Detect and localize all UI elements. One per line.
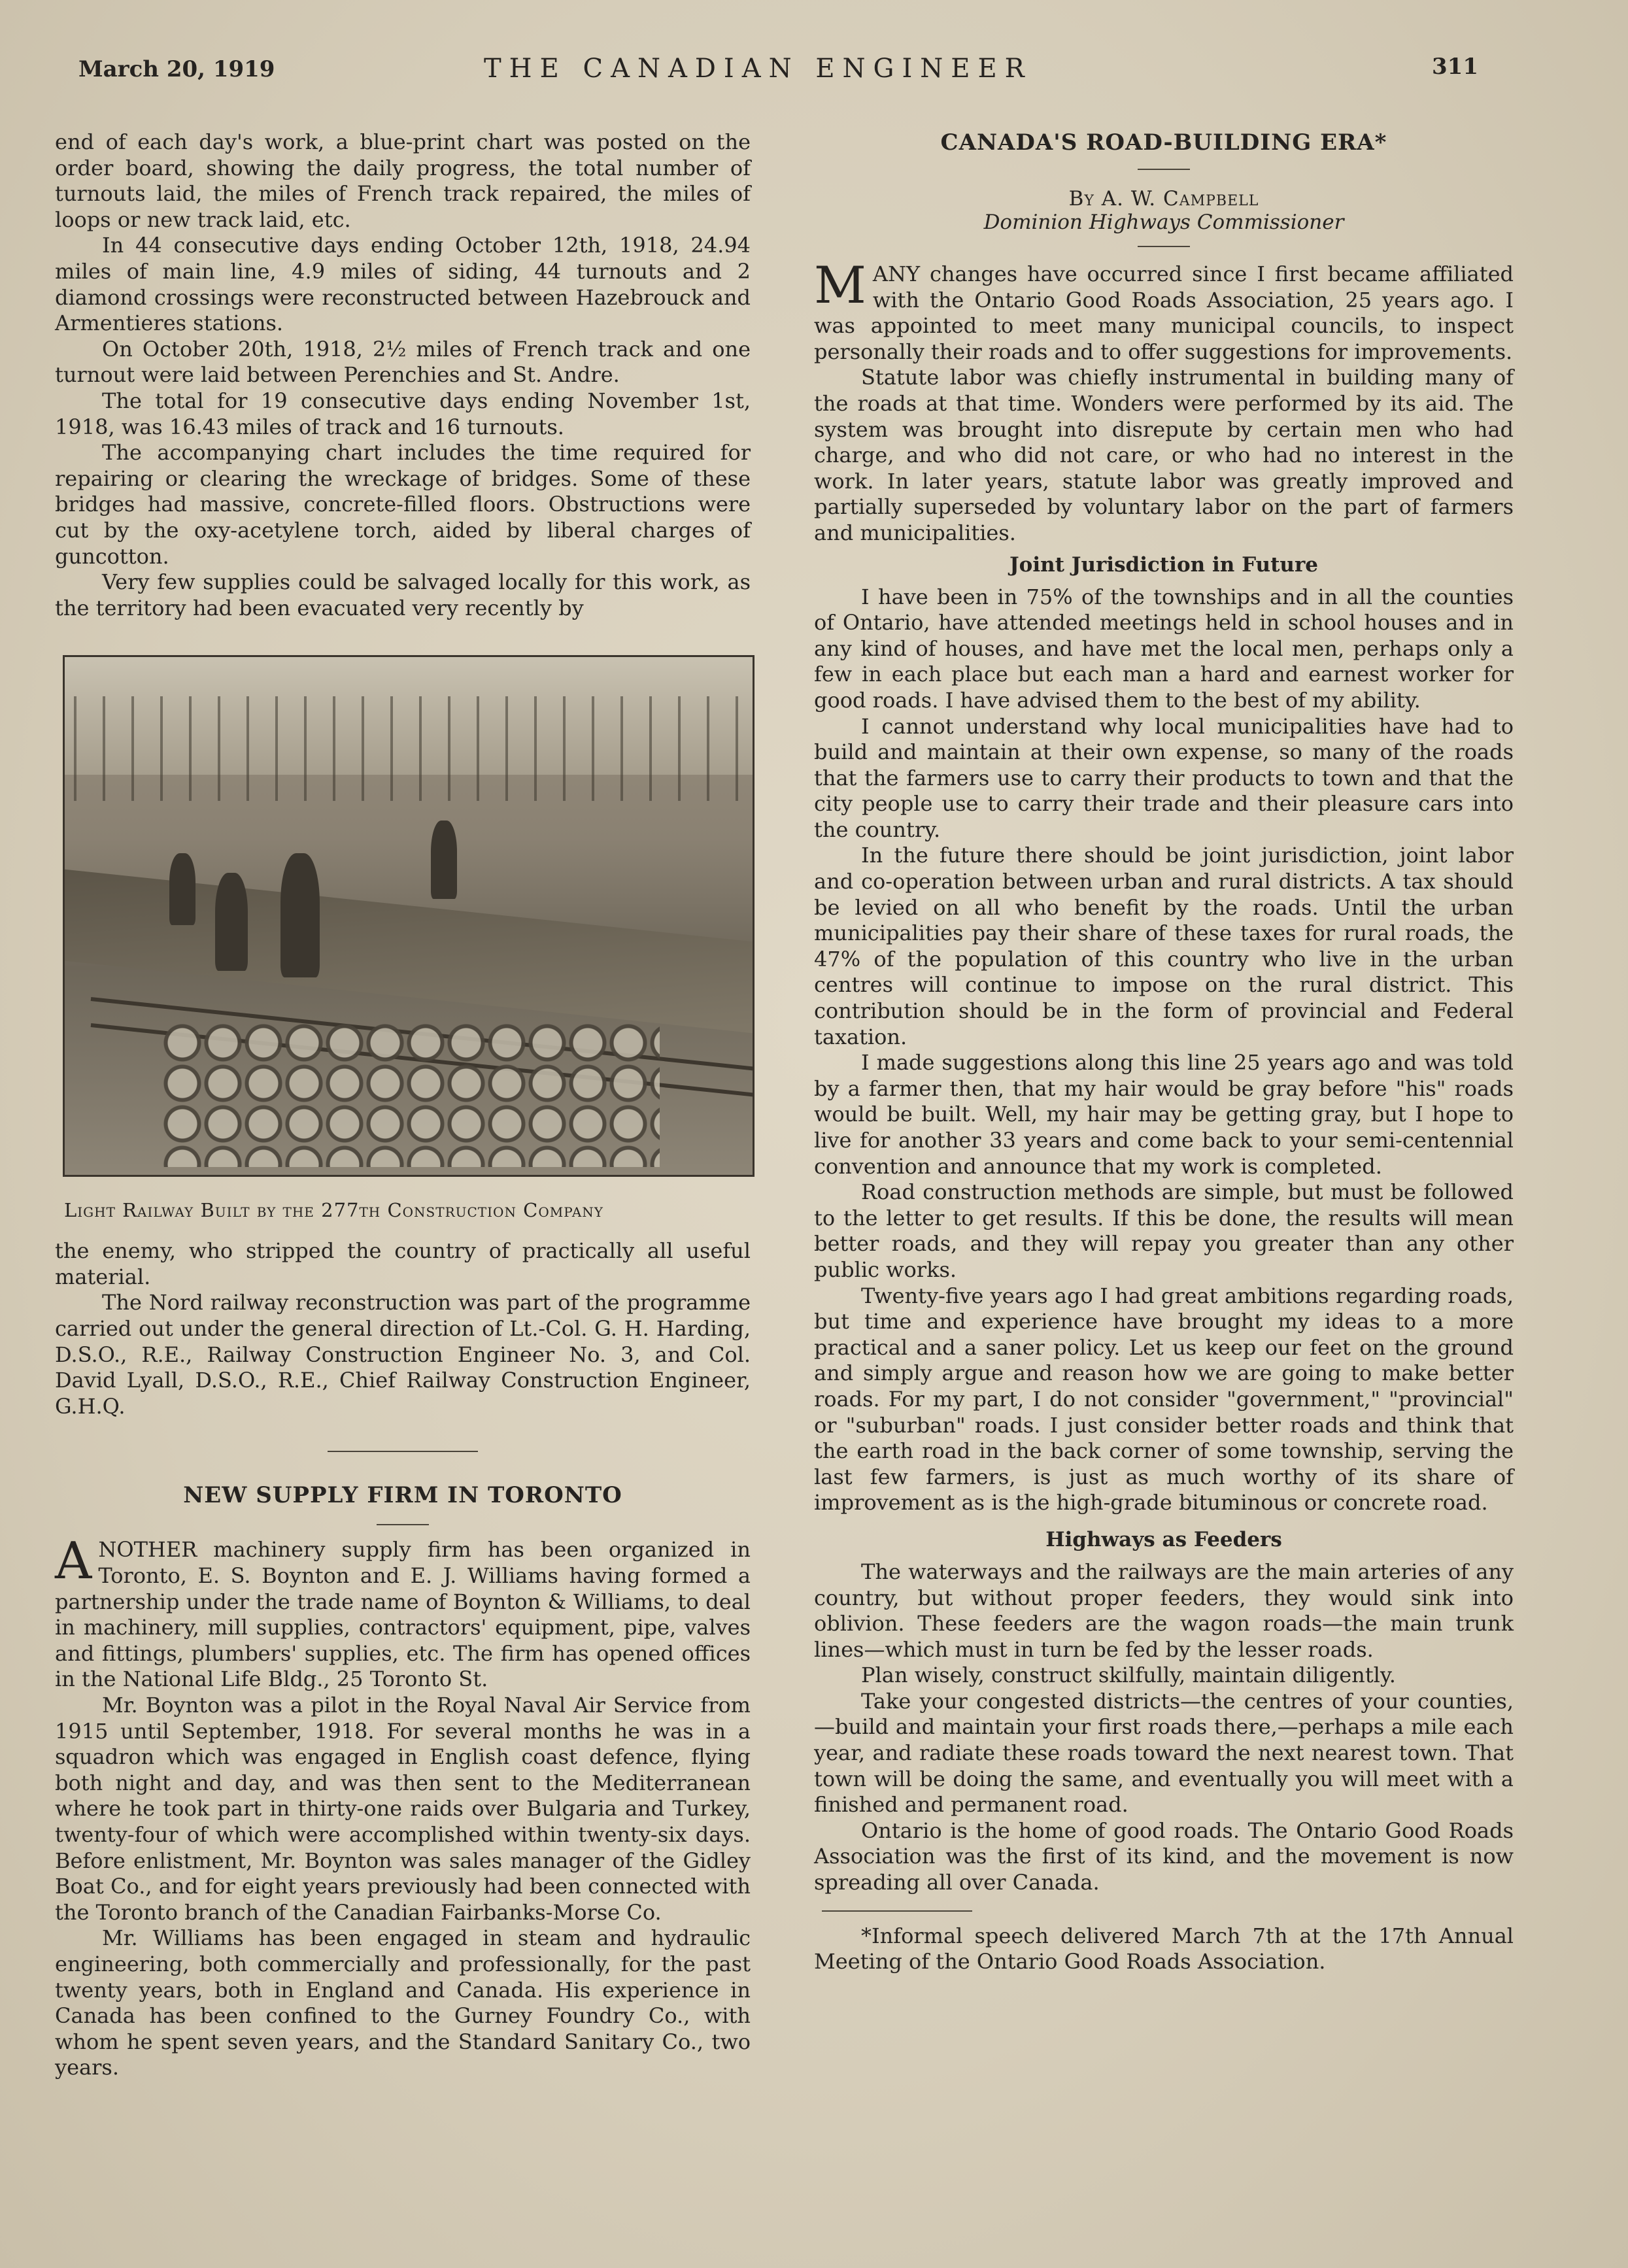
article-paragraph: The waterways and the railways are the main arteries of any country, but without proper feeders, they would sink into oblivion. These feeders are the wagon roads—the main trunk lines—which must in turn be fed by the lesser roads.	[814, 1559, 1514, 1662]
article-paragraph: Take your congested districts—the centres of your counties,—build and maintain your first roads there,—perhaps a mile each year, and radiate these roads toward the next nearest town. That town will be doing the same, and eventually you will meet with a finished and permanent road.	[814, 1688, 1514, 1818]
article-paragraph: Ontario is the home of good roads. The Ontario Good Roads Association was the first of its kind, and the movement is now spreading all over Canada.	[814, 1818, 1514, 1895]
railway-paragraph: the enemy, who stripped the country of practically all useful material.	[55, 1238, 751, 1289]
article-paragraph: Plan wisely, construct skilfully, maintain diligently.	[861, 1663, 1396, 1688]
issue-date: March 20, 1919	[78, 56, 275, 82]
running-head	[0, 51, 1628, 90]
railway-paragraph: Very few supplies could be salvaged locally for this work, as the territory had been evacuated very recently by	[55, 569, 751, 620]
article-paragraph: I made suggestions along this line 25 years ago and was told by a farmer then, that my hair would be gray before "his" roads would be built. Well, my hair may be getting gray, but I hope to live for another 33 years and come back to your semi-centennial convention and announce that my work is completed.	[814, 1050, 1514, 1179]
supply-heading: NEW SUPPLY FIRM IN TORONTO	[183, 1482, 622, 1509]
article-paragraph: Twenty-five years ago I had great ambitions regarding roads, but time and experience have brought my ideas to a more practical and a saner policy. Let us keep our feet on the ground and simply argue and reason how we are going to make better roads. For my part, I do not consider "government," "provincial" or "suburban" roads. I just consider better roads and think that the earth road in the back corner of some township, serving the last few farmers, is just as much worthy of its share of improvement as is the high-grade bituminous or concrete road.	[814, 1283, 1514, 1515]
photo-worker	[280, 853, 320, 977]
heading-rule	[1138, 169, 1190, 170]
photo-caption: Light Railway Built by the 277th Construction Company	[64, 1199, 603, 1222]
supply-paragraph: Mr. Boynton was a pilot in the Royal Naval Air Service from 1915 until September, 1918. For several months he was in a squadron which was engaged in English coast defence, flying both night and day, and was then sent to the Mediterranean where he took part in thirty-one raids over Bulgaria and Turkey, twenty-four of which were accomplished within twenty-six days. Before enlistment, Mr. Boynton was sales manager of the Gidley Boat Co., and for eight years previously had been connected with the Toronto branch of the Canadian Fairbanks-Morse Co.	[55, 1693, 751, 1925]
subheading-highways-as-feeders: Highways as Feeders	[1045, 1527, 1282, 1551]
supply-paragraph	[55, 1532, 751, 1693]
article-paragraph: Statute labor was chiefly instrumental in building many of the roads at that time. Wonders were performed by its aid. The system was brought into disrepute by certain men who had charge, and who did not care, or who had no interest in the work. In later years, statute labor was greatly improved and partially superseded by voluntary labor on the part of farmers and municipalities.	[814, 365, 1514, 545]
railway-photo	[63, 655, 755, 1177]
footnote: *Informal speech delivered March 7th at the 17th Annual Meeting of the Ontario Good Roads Association.	[814, 1923, 1514, 1974]
railway-paragraph: In 44 consecutive days ending October 12th, 1918, 24.94 miles of main line, 4.9 miles of siding, 44 turnouts and 2 diamond crossings were reconstructed between Hazebrouck and Armentieres stations.	[55, 233, 751, 336]
byline: By A. W. Campbell	[1068, 187, 1259, 211]
article-paragraph: In the future there should be joint jurisdiction, joint labor and co-operation between urban and rural districts. A tax should be levied on all who benefit by the roads. Until the urban municipalities pay their share of these taxes for rural roads, the 47% of the population of this country who live in the urban centres will continue to impose on the rural district. This contribution should be in the form of provincial and Federal taxation.	[814, 843, 1514, 1049]
supply-paragraph: Mr. Williams has been engaged in steam and hydraulic engineering, both commercially and professionally, for the past twenty years, both in England and Canada. His experience in Canada has been confined to the Gurney Foundry Co., with whom he spent seven years, and the Standard Sanitary Co., two years.	[55, 1925, 751, 2080]
photo-trees	[65, 696, 753, 801]
author-role: Dominion Highways Commissioner	[983, 211, 1344, 234]
photo-drums	[163, 1023, 660, 1167]
article-paragraph: Road construction methods are simple, but must be followed to the letter to get results. If this be done, the results will mean better roads, and they will repay you greater than any other public works.	[814, 1179, 1514, 1282]
article-heading: CANADA'S ROAD-BUILDING ERA*	[940, 129, 1387, 156]
article-first-text: ANY changes have occurred since I first became affiliated with the Ontario Good Roads Association, 25 years ago. I was appointed to meet many municipal councils, to inspect personally their roads and to offer suggestions for improvements.	[814, 262, 1514, 364]
photo-worker	[431, 821, 457, 899]
railway-paragraph: The Nord railway reconstruction was part of the programme carried out under the general direction of Lt.-Col. G. H. Harding, D.S.O., R.E., Railway Construction Engineer No. 3, and Col. David Lyall, D.S.O., R.E., Chief Railway Construction Engineer, G.H.Q.	[55, 1290, 751, 1419]
page-number: 311	[1432, 54, 1478, 80]
drop-cap: A	[55, 1532, 92, 1591]
photo-worker	[169, 853, 195, 925]
article-paragraph: I have been in 75% of the townships and in all the counties of Ontario, have attended meetings held in school houses and in any kind of houses, and have met the local men, perhaps only a few in each place but each man a hard and earnest worker for good roads. I have advised them to the best of my ability.	[814, 584, 1514, 713]
photo-worker	[215, 873, 248, 971]
drop-cap: M	[814, 256, 866, 315]
heading-rule	[377, 1524, 429, 1525]
footnote-rule	[822, 1910, 972, 1912]
right-column	[814, 129, 1514, 1975]
section-rule	[328, 1451, 478, 1452]
journal-title: THE CANADIAN ENGINEER	[484, 54, 1032, 84]
supply-first-text: NOTHER machinery supply firm has been organized in Toronto, E. S. Boynton and E. J. Williams having formed a partnership under the trade name of Boynton & Williams, to deal in machinery, mill supplies, contractors' equipment, pipe, valves and fittings, plumbers' supplies, etc. The firm has opened offices in the National Life Bldg., 25 Toronto St.	[55, 1537, 751, 1692]
railway-paragraph: end of each day's work, a blue-print chart was posted on the order board, showing the daily progress, the total number of turnouts laid, the miles of French track repaired, the miles of loops or new track laid, etc.	[55, 129, 751, 232]
railway-paragraph: The accompanying chart includes the time required for repairing or clearing the wreckage of bridges. Some of these bridges had massive, concrete-filled floors. Obstructions were cut by the oxy-acetylene torch, aided by liberal charges of guncotton.	[55, 440, 751, 569]
article-paragraph	[814, 256, 1514, 365]
subheading-joint-jurisdiction: Joint Jurisdiction in Future	[1009, 552, 1318, 577]
byline-rule	[1138, 246, 1190, 247]
railway-paragraph: On October 20th, 1918, 2½ miles of French track and one turnout were laid between Perenchies and St. Andre.	[55, 336, 751, 388]
railway-paragraph: The total for 19 consecutive days ending November 1st, 1918, was 16.43 miles of track and 16 turnouts.	[55, 388, 751, 439]
article-paragraph: I cannot understand why local municipalities have had to build and maintain at their own expense, so many of the roads that the farmers use to carry their products to town and that the city people use to carry their trade and their pleasure cars into the country.	[814, 713, 1514, 842]
left-column	[55, 129, 751, 2081]
